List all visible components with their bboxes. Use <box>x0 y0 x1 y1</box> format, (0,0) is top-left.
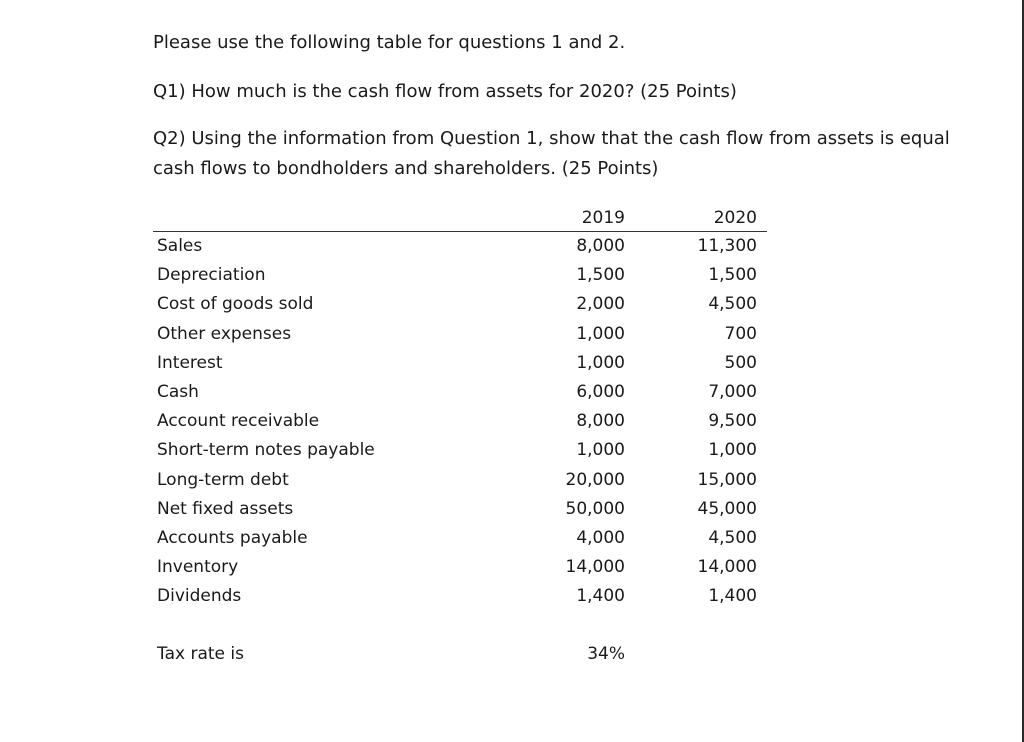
value-2019: 14,000 <box>565 557 625 578</box>
value-2019: 6,000 <box>576 381 625 402</box>
value-2019: 8,000 <box>576 236 625 256</box>
row-label: Account receivable <box>157 411 320 432</box>
value-2019: 1,000 <box>576 323 625 344</box>
tax-rate-value: 34% <box>587 644 625 664</box>
value-2019: 4,000 <box>576 527 625 548</box>
table-row <box>153 290 767 319</box>
row-label: Net fixed assets <box>157 498 294 519</box>
value-2019: 1,000 <box>576 440 625 461</box>
table-header <box>153 205 767 232</box>
value-2020: 4,500 <box>708 527 757 548</box>
value-2020: 9,500 <box>708 411 757 432</box>
tax-rate-label: Tax rate is <box>157 644 244 664</box>
table-row <box>153 349 767 378</box>
table-row <box>153 378 767 407</box>
row-label: Dividends <box>157 586 242 607</box>
tax-rate-row <box>153 640 767 669</box>
row-label: Interest <box>157 352 223 373</box>
table-row <box>153 582 767 611</box>
value-2020: 11,300 <box>697 236 757 256</box>
value-2020: 7,000 <box>708 381 757 402</box>
value-2019: 2,000 <box>576 294 625 315</box>
table-row <box>153 524 767 553</box>
value-2020: 500 <box>724 352 757 373</box>
value-2020: 15,000 <box>697 469 757 490</box>
row-label: Long-term debt <box>157 469 289 490</box>
table-row <box>153 436 767 465</box>
table-row <box>153 232 767 261</box>
header-2019: 2019 <box>581 208 625 228</box>
row-label: Accounts payable <box>157 527 308 548</box>
header-2020: 2020 <box>713 208 757 228</box>
value-2019: 20,000 <box>565 469 625 490</box>
financial-table <box>153 205 767 611</box>
value-2019: 1,400 <box>576 586 625 607</box>
value-2020: 4,500 <box>708 294 757 315</box>
row-label: Depreciation <box>157 265 266 286</box>
table-row <box>153 553 767 582</box>
value-2019: 1,000 <box>576 352 625 373</box>
value-2020: 1,500 <box>708 265 757 286</box>
value-2020: 1,000 <box>708 440 757 461</box>
question-1: Q1) How much is the cash flow from assets for 2020? (25 Points) <box>153 81 737 102</box>
value-2020: 14,000 <box>697 557 757 578</box>
row-label: Other expenses <box>157 323 292 344</box>
table-row <box>153 261 767 290</box>
value-2020: 45,000 <box>697 498 757 519</box>
table-row <box>153 407 767 436</box>
question-2-line-1: Q2) Using the information from Question 1, show that the cash flow from assets is equal <box>153 128 950 149</box>
intro-text: Please use the following table for questions 1 and 2. <box>153 32 626 53</box>
row-label: Cash <box>157 381 199 402</box>
table-row <box>153 320 767 349</box>
value-2020: 700 <box>724 323 757 344</box>
row-label: Cost of goods sold <box>157 294 314 315</box>
row-label: Inventory <box>157 557 239 578</box>
row-label: Sales <box>157 236 203 256</box>
table-row <box>153 495 767 524</box>
question-2 <box>153 124 950 184</box>
question-2-line-2: cash flows to bondholders and shareholders. (25 Points) <box>153 158 659 179</box>
row-label: Short-term notes payable <box>157 440 375 461</box>
value-2019: 50,000 <box>565 498 625 519</box>
value-2019: 8,000 <box>576 411 625 432</box>
value-2020: 1,400 <box>708 586 757 607</box>
table-row <box>153 466 767 495</box>
value-2019: 1,500 <box>576 265 625 286</box>
